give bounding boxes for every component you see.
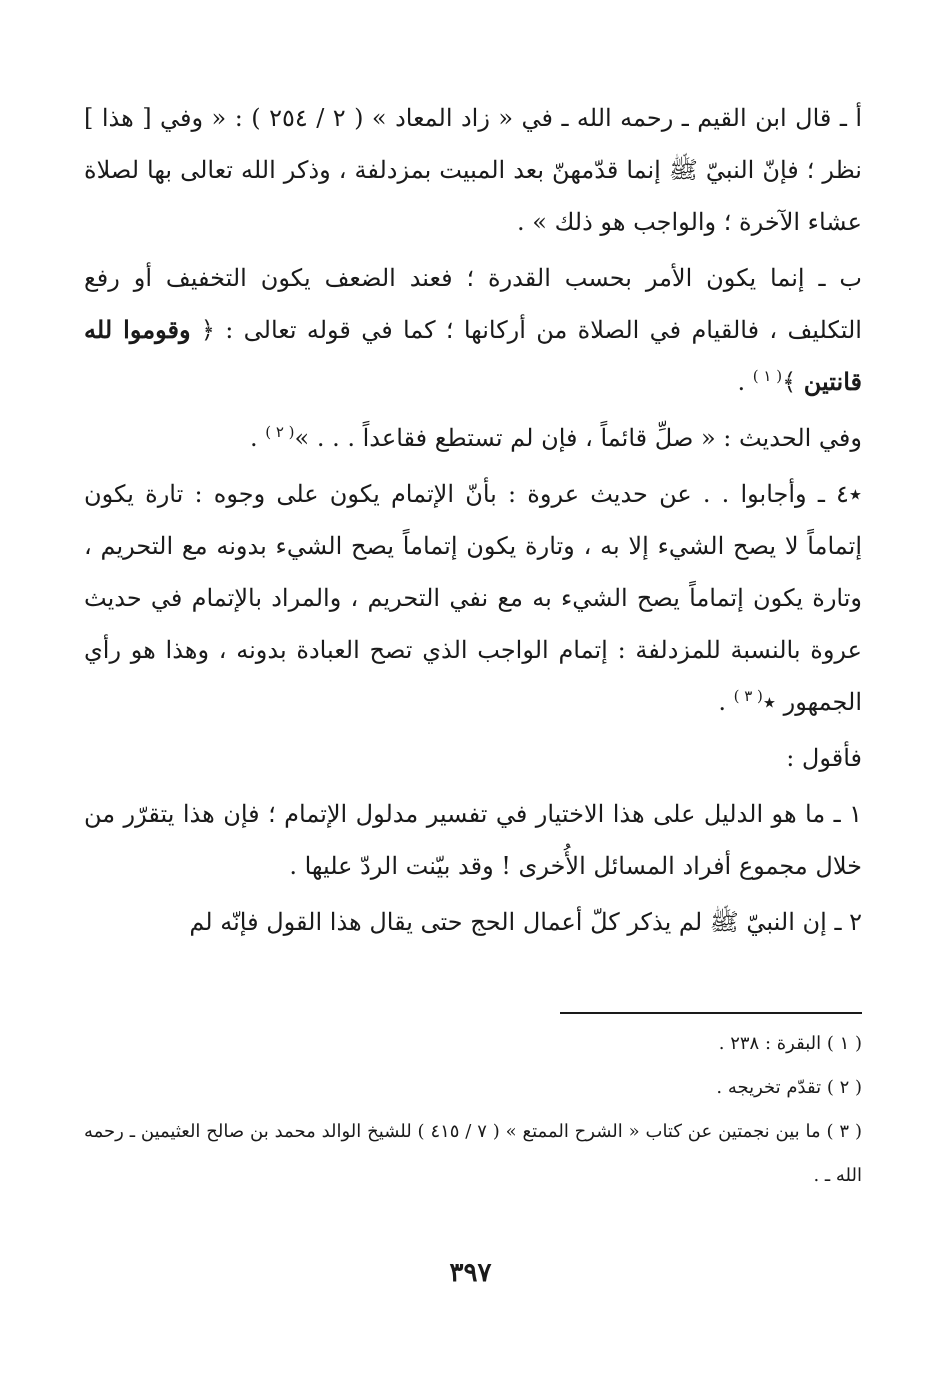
period: . [249, 424, 266, 452]
footnote-3: ( ٣ ) ما بين نجمتين عن كتاب « الشرح الممتع » ( ٧ / ٤١٥ ) للشيخ الوالد محمد بن صالح العثيمين ـ رحمه الله ـ . [84, 1121, 862, 1186]
paragraph-ibn-qayyim-quote: أ ـ قال ابن القيم ـ رحمه الله ـ في « زاد المعاد » ( ٢ / ٢٥٤ ) : « وفي [ هذا ] نظر ؛ فإنّ النبيّ ﷺ إنما قدّمهنّ بعد المبيت بمزدلفة ، وذكر الله تعالى بها لصلاة عشاء الآخرة ؛ والواجب هو ذلك » . [84, 104, 863, 236]
period: . [718, 688, 734, 716]
paragraph-hadith-text: وفي الحديث : « صلِّ قائماً ، فإن لم تستطع فقاعداً . . . » [294, 424, 862, 452]
paragraph-hadith [84, 412, 862, 464]
footnote-1: ( ١ ) البقرة : ٢٣٨ . [718, 1033, 862, 1054]
paragraph-capacity [84, 252, 862, 408]
paragraph-capacity-text: ب ـ إنما يكون الأمر بحسب القدرة ؛ فعند الضعف يكون التخفيف أو رفع التكليف ، فالقيام في الصلاة من أركانها ؛ كما في قوله تعالى : ﴿ [84, 264, 862, 344]
quran-close-bracket: ﴾ [782, 368, 797, 396]
paragraph-point-1: ١ ـ ما هو الدليل على هذا الاختيار في تفسير مدلول الإتمام ؛ فإن هذا يتقرّر من خلال مجموع أفراد المسائل الأُخرى ! وقد بيّنت الردّ عليها . [84, 800, 862, 880]
quran-verse: وقوموا لله قانتين [84, 315, 862, 396]
period: . [737, 368, 753, 396]
footnotes [84, 1022, 862, 1198]
paragraph-fa-aqul: فأقول : [786, 744, 862, 772]
footnote-mark-2: ( ٢ ) [265, 423, 295, 441]
footnote-2: ( ٢ ) تقدّم تخريجه . [716, 1077, 862, 1098]
paragraph-urwah-text: ٭٤ ـ وأجابوا . . عن حديث عروة : بأنّ الإتمام يكون على وجوه : تارة يكون إتماماً لا يصح الشيء إلا به ، وتارة يكون إتماماً يصح الشيء بدونه مع التحريم ، وتارة يكون إتماماً يصح الشيء به مع نفي التحريم ، والمراد بالإتمام في حديث عروة بالنسبة للمزدلفة : إتمام الواجب الذي تصح العبادة بدونه ، وهذا هو رأي الجمهور ٭ [84, 480, 862, 716]
paragraph-urwah-response [84, 468, 862, 728]
footnote-divider [560, 1012, 862, 1014]
paragraph-point-2: ٢ ـ إن النبيّ ﷺ لم يذكر كلّ أعمال الحج حتى يقال هذا القول فإنّه لم [189, 908, 862, 936]
footnote-mark-1: ( ١ ) [752, 367, 783, 385]
footnote-mark-3: ( ٣ ) [733, 687, 763, 705]
main-text [84, 92, 862, 948]
page-number: ٣٩٧ [449, 1258, 492, 1288]
